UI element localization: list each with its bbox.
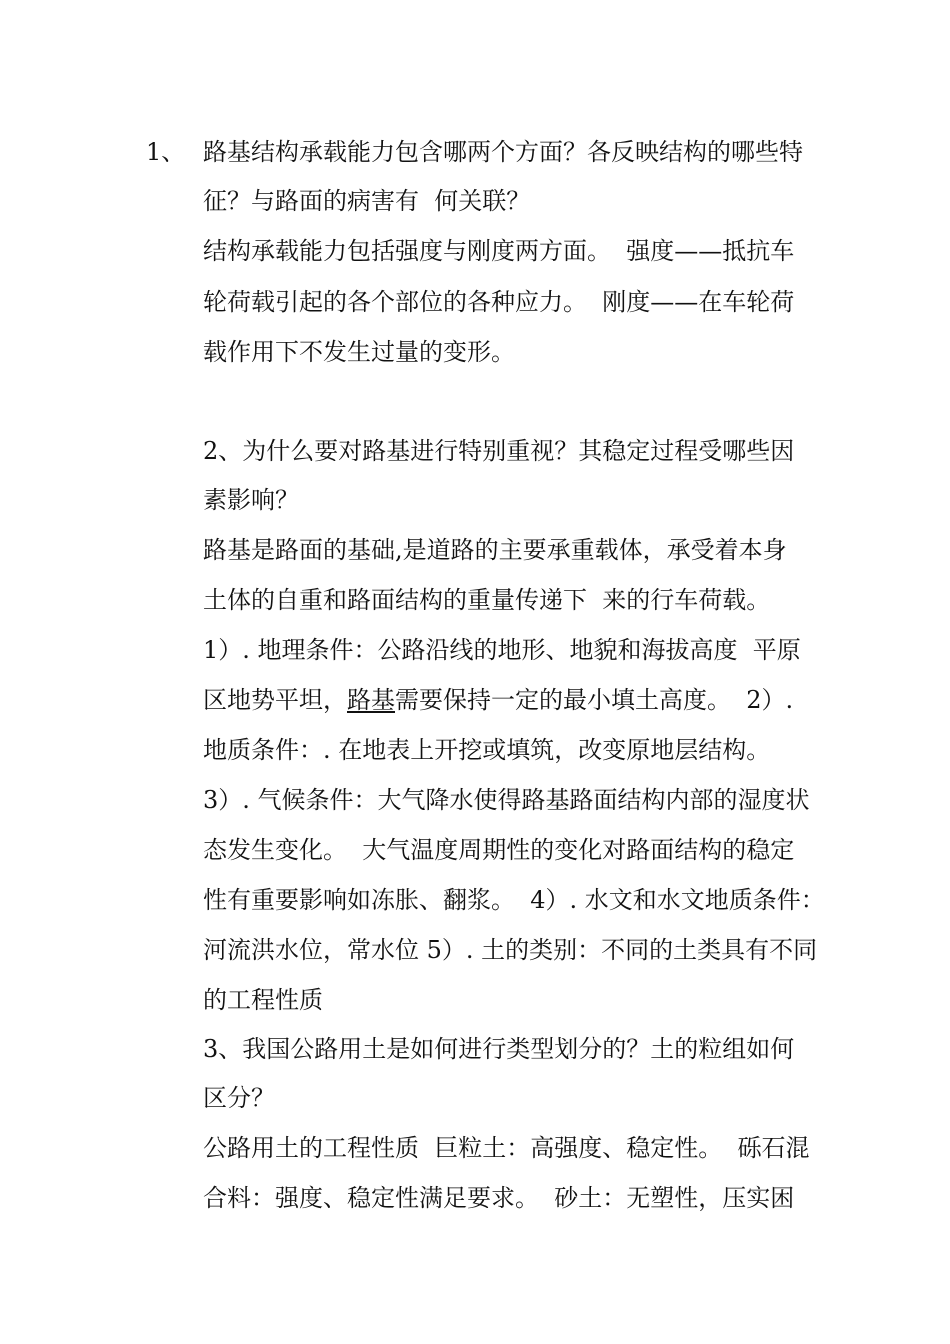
q2-line-11: 河流洪水位，常水位 5）. 土的类别：不同的土类具有不同: [203, 936, 818, 964]
question-1-number: 1、: [146, 138, 186, 166]
q2-line-3: 路基是路面的基础,是道路的主要承重载体，承受着本身: [203, 536, 787, 564]
q2-line-9: 态发生变化。 大气温度周期性的变化对路面结构的稳定: [203, 836, 795, 864]
q2-line-6-before: 区地势平坦，: [203, 686, 347, 714]
q2-line-12: 的工程性质: [203, 986, 323, 1014]
q3-line-1: 3、我国公路用土是如何进行类型划分的？土的粒组如何: [203, 1035, 795, 1063]
q1-line-4: 轮荷载引起的各个部位的各种应力。 刚度——在车轮荷: [203, 288, 795, 316]
q2-line-8: 3）. 气候条件：大气降水使得路基路面结构内部的湿度状: [203, 786, 810, 814]
q1-line-1: 路基结构承载能力包含哪两个方面？各反映结构的哪些特: [203, 138, 803, 166]
roadbed-underlined-term: 路基: [347, 686, 395, 714]
q1-line-5: 载作用下不发生过量的变形。: [203, 338, 515, 366]
q3-line-4: 合料：强度、稳定性满足要求。 砂土：无塑性，压实困: [203, 1184, 795, 1212]
q2-line-2: 素影响？: [203, 486, 299, 514]
q2-line-5: 1）. 地理条件：公路沿线的地形、地貌和海拔高度 平原: [203, 636, 801, 664]
q2-line-6: [203, 685, 793, 715]
q2-line-1: 2、为什么要对路基进行特别重视？其稳定过程受哪些因: [203, 437, 795, 465]
q3-line-2: 区分？: [203, 1084, 275, 1112]
q1-line-3: 结构承载能力包括强度与刚度两方面。 强度——抵抗车: [203, 237, 795, 265]
q3-line-3: 公路用土的工程性质 巨粒土：高强度、稳定性。 砾石混: [203, 1134, 810, 1162]
q2-line-4: 土体的自重和路面结构的重量传递下 来的行车荷载。: [203, 586, 771, 614]
q1-line-2: 征？与路面的病害有 何关联？: [203, 187, 531, 215]
q2-line-10: 性有重要影响如冻胀、翻浆。 4）. 水文和水文地质条件：: [203, 886, 825, 914]
q2-line-7: 地质条件：. 在地表上开挖或填筑，改变原地层结构。: [203, 736, 771, 764]
q2-line-6-after: 需要保持一定的最小填土高度。 2）.: [395, 686, 794, 714]
